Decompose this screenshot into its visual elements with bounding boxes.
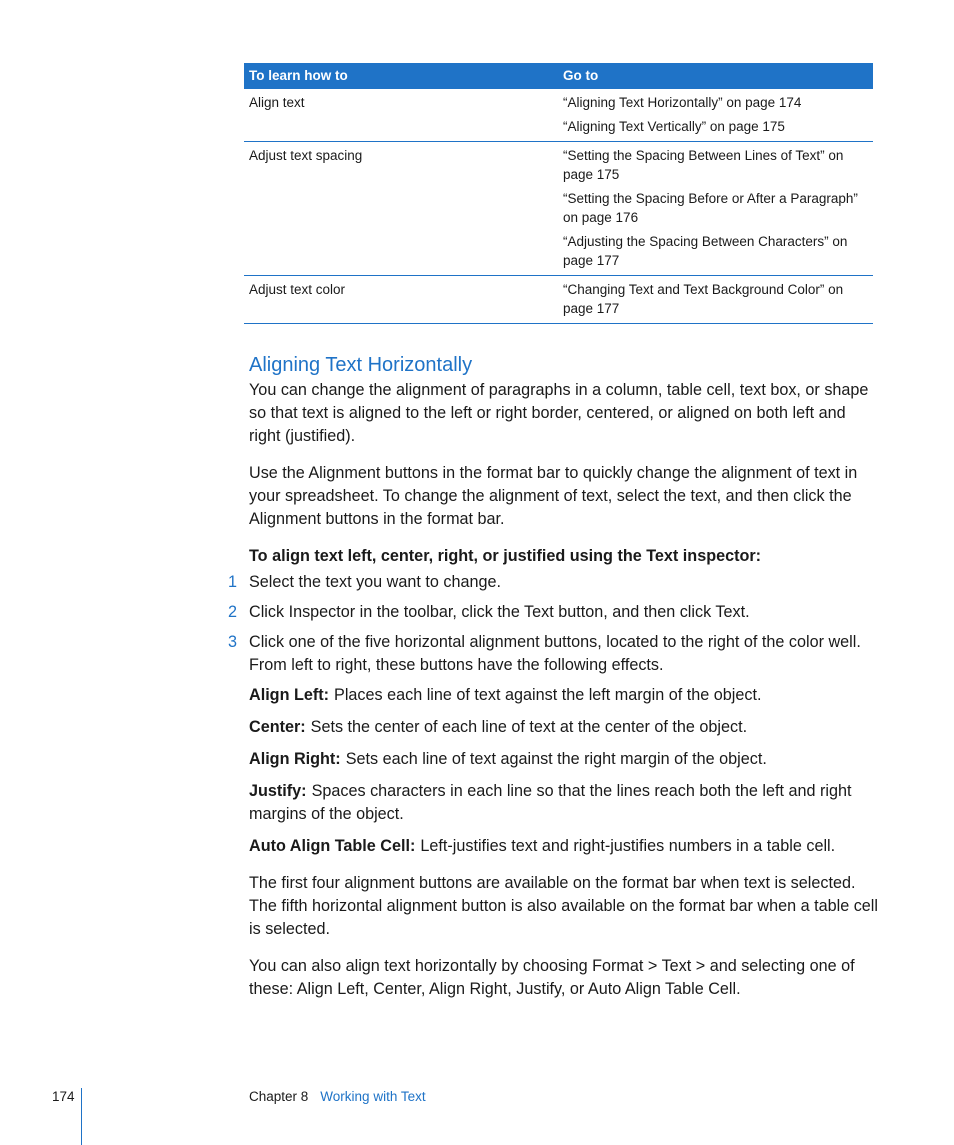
definition-item bbox=[249, 684, 879, 707]
definition-desc: Left-justifies text and right-justifies numbers in a table cell. bbox=[420, 837, 836, 855]
paragraph: You can also align text horizontally by choosing Format > Text > and selecting one of these: Align Left, Center, Align Right, Justify, or Auto Align Table Cell. bbox=[249, 957, 855, 998]
table-header-goto: Go to bbox=[558, 63, 873, 89]
definition-desc: Spaces characters in each line so that the lines reach both the left and right margins of the object. bbox=[249, 782, 852, 823]
steps-list bbox=[228, 571, 879, 677]
table-cell-task: Adjust text spacing bbox=[244, 142, 558, 276]
cross-reference-link[interactable]: “Setting the Spacing Between Lines of Text” on page 175 bbox=[563, 148, 844, 182]
table-header-task: To learn how to bbox=[244, 63, 558, 89]
table-cell-refs bbox=[558, 142, 873, 276]
section-heading: Aligning Text Horizontally bbox=[249, 354, 473, 376]
cross-reference-link[interactable]: “Adjusting the Spacing Between Characters” on page 177 bbox=[563, 234, 848, 268]
definition-term: Auto Align Table Cell: bbox=[249, 837, 416, 855]
footer-divider bbox=[81, 1088, 82, 1145]
step-text: Click Inspector in the toolbar, click the Text button, and then click Text. bbox=[249, 603, 750, 621]
table-cell-refs bbox=[558, 89, 873, 142]
definition-term: Justify: bbox=[249, 782, 307, 800]
reference-table bbox=[244, 63, 873, 324]
paragraph: Use the Alignment buttons in the format bar to quickly change the alignment of text in your spreadsheet. To change the alignment of text, select the text, and then click the Alignment buttons in the format bar. bbox=[249, 464, 858, 528]
page-number: 174 bbox=[52, 1089, 75, 1104]
step-number: 1 bbox=[228, 573, 238, 591]
step-number: 2 bbox=[228, 603, 238, 621]
definition-item bbox=[249, 716, 879, 739]
table-row bbox=[244, 142, 873, 276]
definition-term: Align Left: bbox=[249, 686, 330, 704]
table-cell-task: Adjust text color bbox=[244, 276, 558, 324]
definition-list bbox=[249, 684, 879, 858]
definition-desc: Sets the center of each line of text at the center of the object. bbox=[310, 718, 748, 736]
definition-desc: Sets each line of text against the right margin of the object. bbox=[345, 750, 767, 768]
definition-desc: Places each line of text against the left margin of the object. bbox=[334, 686, 762, 704]
step-text: Select the text you want to change. bbox=[249, 573, 501, 591]
definition-item bbox=[249, 835, 879, 858]
cross-reference-link[interactable]: “Aligning Text Horizontally” on page 174 bbox=[563, 95, 802, 110]
step-number: 3 bbox=[228, 633, 238, 651]
step-item bbox=[228, 631, 879, 677]
definition-term: Align Right: bbox=[249, 750, 341, 768]
chapter-label: Chapter 8 bbox=[249, 1089, 309, 1104]
step-text: Click one of the five horizontal alignment buttons, located to the right of the color well. From left to right, these buttons have the following effects. bbox=[249, 633, 861, 674]
definition-item bbox=[249, 780, 879, 826]
table-header-row bbox=[244, 63, 873, 89]
paragraph: You can change the alignment of paragraphs in a column, table cell, text box, or shape so that text is aligned to the left or right border, centered, or aligned on both left and right (justified). bbox=[249, 381, 869, 445]
step-item bbox=[228, 601, 879, 624]
footer-chapter bbox=[249, 1088, 426, 1106]
cross-reference-link[interactable]: “Changing Text and Text Background Color” on page 177 bbox=[563, 282, 844, 316]
step-item bbox=[228, 571, 879, 594]
table-cell-task: Align text bbox=[244, 89, 558, 142]
cross-reference-link[interactable]: “Setting the Spacing Before or After a Paragraph” on page 176 bbox=[563, 191, 858, 225]
table-row bbox=[244, 89, 873, 142]
table-row bbox=[244, 276, 873, 324]
paragraph: The first four alignment buttons are available on the format bar when text is selected. The fifth horizontal alignment button is also available on the format bar when a table cell is selected. bbox=[249, 874, 878, 938]
cross-reference-link[interactable]: “Aligning Text Vertically” on page 175 bbox=[563, 119, 785, 134]
table-cell-refs bbox=[558, 276, 873, 324]
section-content bbox=[228, 352, 879, 1015]
task-title: To align text left, center, right, or justified using the Text inspector: bbox=[249, 547, 762, 565]
definition-term: Center: bbox=[249, 718, 306, 736]
chapter-title-link[interactable]: Working with Text bbox=[320, 1089, 426, 1104]
definition-item bbox=[249, 748, 879, 771]
